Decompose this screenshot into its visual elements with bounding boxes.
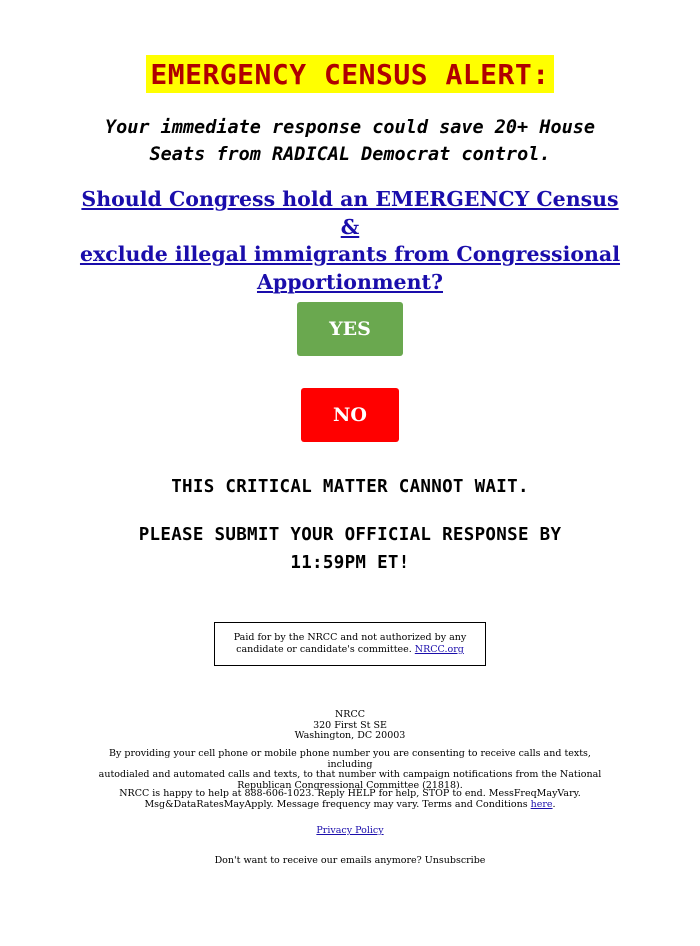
address-org: NRCC — [334, 709, 365, 720]
disclaimer-line-2-text: candidate or candidate's committee. — [236, 644, 415, 655]
subheadline-line-2: Seats from RADICAL Democrat control. — [149, 144, 551, 165]
disclaimer-line-1: Paid for by the NRCC and not authorized by any — [233, 632, 467, 643]
help-line-2-end: . — [552, 798, 556, 810]
yes-button[interactable]: YES — [297, 302, 403, 356]
terms-here-link[interactable]: here — [530, 798, 553, 810]
consent-line-1: By providing your cell phone or mobile phone number you are consenting to receive calls and texts, including — [109, 748, 591, 770]
survey-question-link[interactable] — [70, 186, 630, 296]
privacy-policy-link[interactable]: Privacy Policy — [316, 825, 384, 836]
sms-consent-text — [95, 749, 605, 791]
question-line-1[interactable]: Should Congress hold an EMERGENCY Census & — [81, 187, 619, 239]
subheadline-line-1: Your immediate response could save 20+ House — [104, 117, 596, 138]
help-line-2 — [95, 800, 605, 811]
alert-title: EMERGENCY CENSUS ALERT: — [146, 55, 553, 93]
submit-line-1: PLEASE SUBMIT YOUR OFFICIAL RESPONSE BY — [138, 525, 562, 545]
unsubscribe-text: Don't want to receive our emails anymore? — [214, 855, 425, 866]
paid-for-disclaimer — [214, 622, 486, 666]
urgency-submit-text — [0, 521, 700, 577]
sms-help-text — [95, 789, 605, 810]
address-street: 320 First St SE — [313, 719, 387, 731]
address-city: Washington, DC 20003 — [294, 730, 406, 741]
nrcc-link[interactable]: NRCC.org — [414, 644, 464, 655]
privacy-policy-row — [0, 826, 700, 837]
disclaimer-line-2 — [215, 644, 485, 656]
consent-line-3: Republican Congressional Committee (21818). — [237, 779, 463, 791]
help-line-1: NRCC is happy to help at 888-606-1023. Reply HELP for help, STOP to end. MessFreqMayVary. — [119, 788, 581, 799]
help-line-2-text: Msg&DataRatesMayApply. Message frequency may vary. Terms and Conditions — [144, 798, 531, 810]
mailing-address — [0, 710, 700, 742]
unsubscribe-link[interactable]: Unsubscribe — [424, 855, 486, 866]
question-line-2[interactable]: exclude illegal immigrants from Congressional — [79, 242, 621, 266]
consent-line-2: autodialed and automated calls and texts, to that number with campaign notifications from the National — [98, 769, 602, 780]
submit-line-2: 11:59PM ET! — [290, 553, 410, 573]
alert-banner — [0, 55, 700, 93]
subheadline — [60, 114, 640, 168]
question-line-3[interactable]: Apportionment? — [256, 269, 443, 294]
unsubscribe-row — [0, 856, 700, 867]
no-button[interactable]: NO — [301, 388, 399, 442]
urgency-critical-text: THIS CRITICAL MATTER CANNOT WAIT. — [171, 477, 529, 497]
